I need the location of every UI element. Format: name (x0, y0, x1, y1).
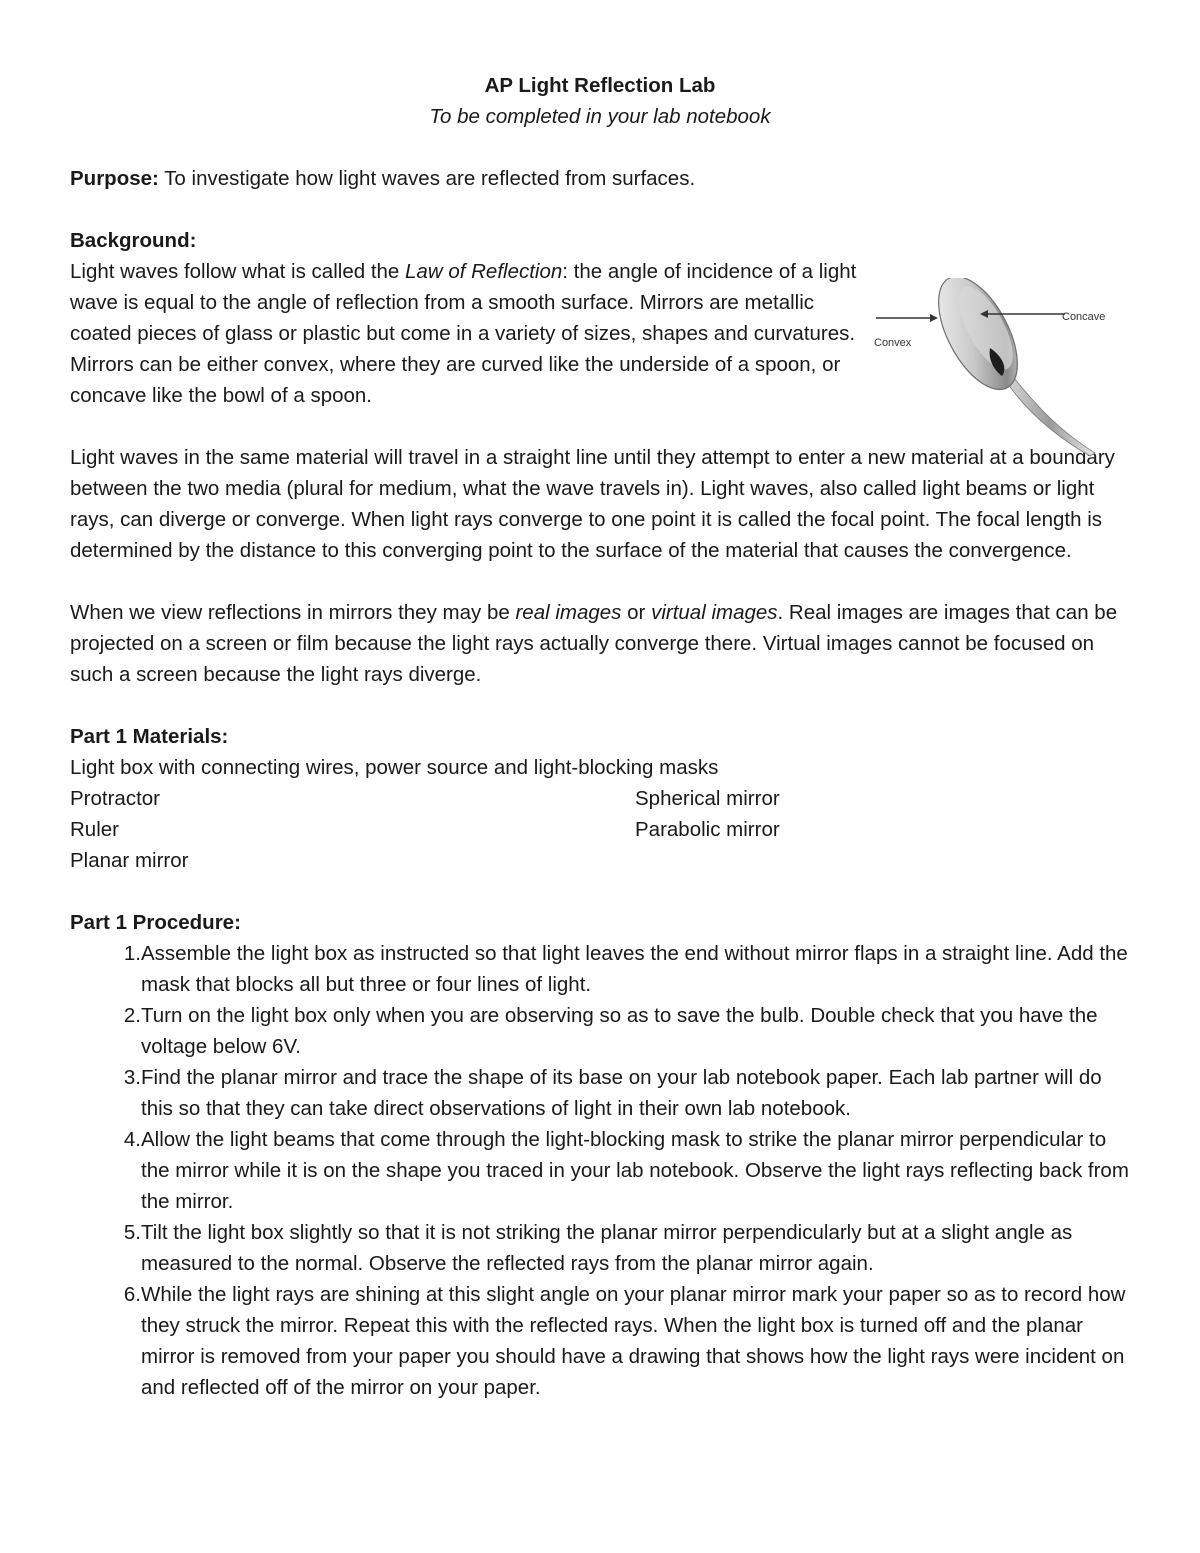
background-paragraph-2: Light waves in the same material will travel in a straight line until they attempt to enter a new material at a boundary between the two media (plural for medium, what the wave travels in). Light waves, also called light beams or light rays, can diverge or converge. When light rays converge to one point it is called the focal point. The focal length is determined by the distance to this converging point to the surface of the material that causes the convergence. (70, 446, 1115, 562)
background-paragraph-1 (70, 256, 860, 411)
spacer (70, 876, 1130, 907)
spoon-figure (870, 278, 1110, 458)
procedure-step (70, 1124, 1130, 1217)
background-section (70, 256, 1130, 411)
concave-label: Concave (1062, 311, 1106, 323)
purpose-label: Purpose: (70, 167, 159, 190)
materials-heading: Part 1 Materials: (70, 725, 229, 748)
spoon-illustration (870, 278, 1110, 458)
convex-arrow-head (930, 314, 938, 322)
spoon-handle (1004, 373, 1095, 456)
procedure-step (70, 1279, 1130, 1403)
document-page (70, 70, 1130, 1403)
step-number: 5. (123, 1221, 141, 1244)
step-number: 2. (123, 1004, 141, 1027)
materials-line-1: Light box with connecting wires, power source and light-blocking masks (70, 756, 719, 779)
bg-p1-rest: : the angle of incidence of a light wave is equal to the angle of reflection from a smooth surface. Mirrors are metallic coated pieces of glass or plastic but come in a variety of sizes, shapes and curvatures. Mirrors can be either convex, where they are curved like the underside of a spoon, or concave like the bowl of a spoon. (70, 260, 857, 407)
spacer (70, 690, 1130, 721)
real-images-term: real images (515, 601, 622, 624)
law-of-reflection-term: Law of Reflection (405, 260, 563, 283)
bg-p3-or: or (621, 601, 652, 624)
document-subtitle: To be completed in your lab notebook (429, 105, 771, 128)
step-text: Find the planar mirror and trace the shape of its base on your lab notebook paper. Each lab partner will do this so that they can take direct observations of light in their own lab notebook. (141, 1066, 1102, 1120)
background-heading: Background: (70, 229, 197, 252)
bg-p3-rest: . Real images are images that can be projected on a screen or film because the light rays actually converge there. Virtual images cannot be focused on such a screen because the light rays diverge. (70, 601, 1118, 686)
step-number: 1. (123, 942, 141, 965)
bg-p1-start: Light waves follow what is called the (70, 260, 406, 283)
step-text: Allow the light beams that come through the light-blocking mask to strike the planar mirror perpendicular to the mirror while it is on the shape you traced in your lab notebook. Observe the light rays reflecting back from the mirror. (141, 1128, 1129, 1213)
spacer (70, 132, 1130, 163)
materials-grid (70, 783, 1130, 876)
document-title: AP Light Reflection Lab (484, 74, 716, 97)
step-text: Tilt the light box slightly so that it is not striking the planar mirror perpendicularly but at a slight angle as measured to the normal. Observe the reflected rays from the planar mirror again. (141, 1221, 1073, 1275)
purpose-section (70, 163, 1130, 194)
step-number: 4. (123, 1128, 141, 1151)
step-text: Assemble the light box as instructed so that light leaves the end without mirror flaps in a straight line. Add the mask that blocks all but three or four lines of light. (141, 942, 1128, 996)
procedure-step (70, 1217, 1130, 1279)
convex-label: Convex (874, 337, 912, 349)
materials-item: Planar mirror (70, 849, 189, 872)
procedure-step (70, 1062, 1130, 1124)
materials-item: Ruler (70, 818, 119, 841)
step-text: Turn on the light box only when you are observing so as to save the bulb. Double check that you have the voltage below 6V. (141, 1004, 1098, 1058)
materials-item: Protractor (70, 787, 160, 810)
step-number: 3. (123, 1066, 141, 1089)
step-number: 6. (123, 1283, 141, 1306)
procedure-step (70, 1000, 1130, 1062)
materials-item: Parabolic mirror (635, 818, 780, 841)
background-paragraph-3 (70, 597, 1130, 690)
spacer (70, 194, 1130, 225)
spacer (70, 566, 1130, 597)
procedure-step (70, 938, 1130, 1000)
step-text: While the light rays are shining at this slight angle on your planar mirror mark your paper so as to record how they struck the mirror. Repeat this with the reflected rays. When the light box is turned off and the planar mirror is removed from your paper you should have a drawing that shows how the light rays were incident on and reflected off of the mirror on your paper. (141, 1283, 1126, 1399)
purpose-text: To investigate how light waves are reflected from surfaces. (158, 167, 696, 190)
procedure-list (70, 938, 1130, 1403)
bg-p3-start: When we view reflections in mirrors they may be (70, 601, 516, 624)
procedure-heading: Part 1 Procedure: (70, 911, 241, 934)
virtual-images-term: virtual images (651, 601, 778, 624)
materials-item: Spherical mirror (635, 787, 780, 810)
